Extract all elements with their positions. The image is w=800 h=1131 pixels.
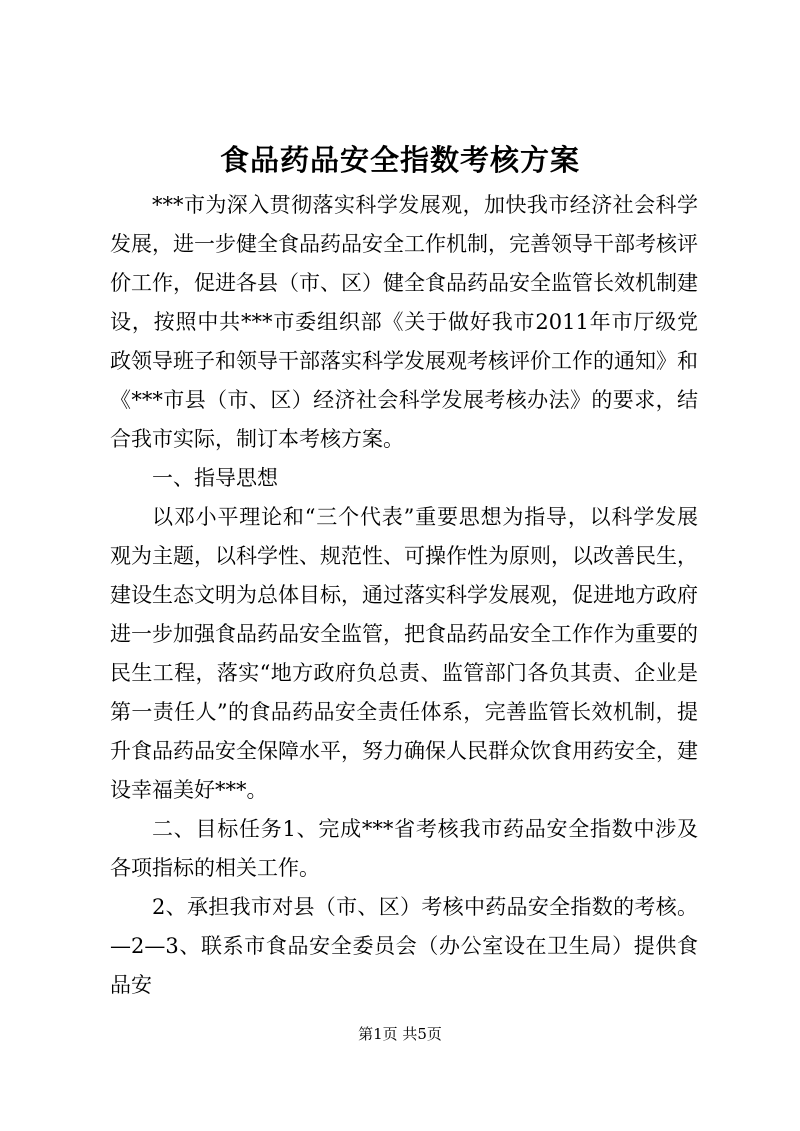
- paragraph-targets: 二、目标任务1、完成***省考核我市药品安全指数中涉及各项指标的相关工作。: [110, 817, 698, 880]
- heading-guiding-thought: 一、指导思想: [152, 466, 278, 490]
- document-title: 食品药品安全指数考核方案: [219, 143, 580, 177]
- paragraph-guiding-thought: 以邓小平理论和“三个代表”重要思想为指导，以科学发展观为主题，以科学性、规范性、可操作性为原则，以改善民生，建设生态文明为总体目标，通过落实科学发展观，促进地方政府进一步加强食品药品安全监管，把食品药品安全工作作为重要的民生工程，落实“地方政府负总责、监管部门各负其责、企业是第一责任人”的食品药品安全责任体系，完善监管长效机制，提升食品药品安全保障水平，努力确保人民群众饮食用药安全，建设幸福美好***。: [110, 505, 698, 802]
- paragraph-targets-continued: 2、承担我市对县（市、区）考核中药品安全指数的考核。—2—3、联系市食品安全委员会（办公室设在卫生局）提供食品安: [110, 895, 698, 997]
- paragraph-intro: ***市为深入贯彻落实科学发展观，加快我市经济社会科学发展，进一步健全食品药品安全工作机制，完善领导干部考核评价工作，促进各县（市、区）健全食品药品安全监管长效机制建设，按照中共***市委组织部《关于做好我市2011年市厅级党政领导班子和领导干部落实科学发展观考核评价工作的通知》和《***市县（市、区）经济社会科学发展考核办法》的要求，结合我市实际，制订本考核方案。: [110, 193, 698, 451]
- page-footer: 第1页 共5页: [358, 1025, 442, 1043]
- document-body: [110, 186, 698, 1005]
